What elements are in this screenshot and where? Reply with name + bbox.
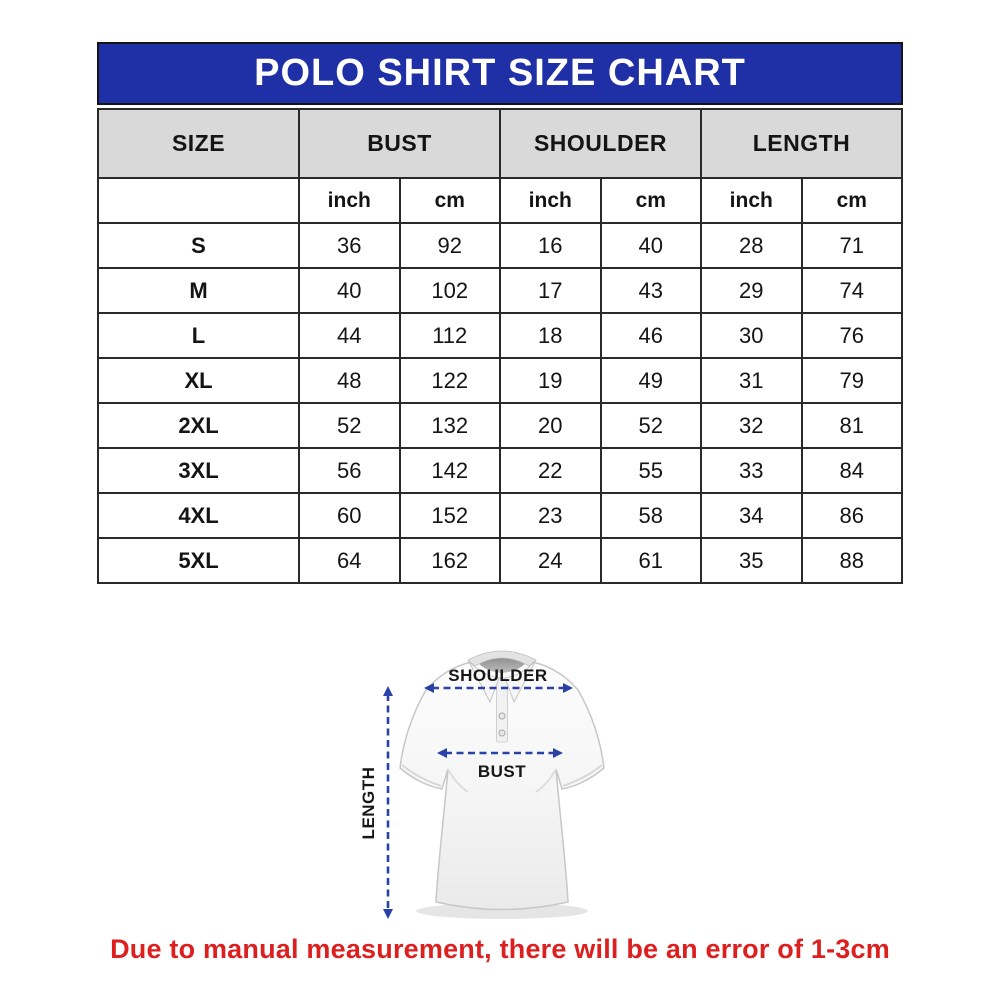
table-cell: 35 — [701, 538, 802, 583]
table-cell: 33 — [701, 448, 802, 493]
table-cell: 40 — [299, 268, 400, 313]
size-cell: 4XL — [98, 493, 299, 538]
unit-header-shoulder-cm: cm — [601, 178, 702, 223]
table-cell: 22 — [500, 448, 601, 493]
measurement-note: Due to manual measurement, there will be an error of 1-3cm — [110, 934, 890, 964]
table-cell: 61 — [601, 538, 702, 583]
table-cell: 24 — [500, 538, 601, 583]
length-arrow — [383, 686, 393, 919]
table-cell: 81 — [802, 403, 903, 448]
size-cell: 5XL — [98, 538, 299, 583]
length-label: LENGTH — [359, 766, 378, 840]
unit-header-length-inch: inch — [701, 178, 802, 223]
size-cell: L — [98, 313, 299, 358]
unit-header-length-cm: cm — [802, 178, 903, 223]
table-cell: 56 — [299, 448, 400, 493]
table-row — [98, 268, 902, 313]
column-header-length: LENGTH — [701, 109, 902, 178]
table-cell: 71 — [802, 223, 903, 268]
column-header-shoulder: SHOULDER — [500, 109, 701, 178]
table-cell: 74 — [802, 268, 903, 313]
table-cell: 46 — [601, 313, 702, 358]
size-cell: 2XL — [98, 403, 299, 448]
table-cell: 16 — [500, 223, 601, 268]
table-cell: 34 — [701, 493, 802, 538]
unit-header-bust-cm: cm — [400, 178, 501, 223]
table-cell: 76 — [802, 313, 903, 358]
table-cell: 44 — [299, 313, 400, 358]
table-cell: 142 — [400, 448, 501, 493]
unit-header-row — [98, 178, 902, 223]
unit-header-bust-inch: inch — [299, 178, 400, 223]
size-table — [97, 108, 903, 584]
table-cell: 122 — [400, 358, 501, 403]
table-cell: 162 — [400, 538, 501, 583]
table-cell: 79 — [802, 358, 903, 403]
table-cell: 36 — [299, 223, 400, 268]
table-cell: 58 — [601, 493, 702, 538]
table-cell: 112 — [400, 313, 501, 358]
shoulder-label: SHOULDER — [448, 666, 548, 685]
table-row — [98, 223, 902, 268]
table-cell: 102 — [400, 268, 501, 313]
table-cell: 40 — [601, 223, 702, 268]
size-chart — [97, 42, 903, 584]
size-cell: 3XL — [98, 448, 299, 493]
table-cell: 20 — [500, 403, 601, 448]
table-cell: 23 — [500, 493, 601, 538]
table-cell: 19 — [500, 358, 601, 403]
table-cell: 29 — [701, 268, 802, 313]
table-cell: 92 — [400, 223, 501, 268]
unit-header-shoulder-inch: inch — [500, 178, 601, 223]
table-cell: 49 — [601, 358, 702, 403]
column-header-size: SIZE — [98, 109, 299, 178]
size-cell: M — [98, 268, 299, 313]
size-cell: S — [98, 223, 299, 268]
table-cell: 30 — [701, 313, 802, 358]
table-row — [98, 358, 902, 403]
table-cell: 52 — [601, 403, 702, 448]
table-row — [98, 493, 902, 538]
table-cell: 60 — [299, 493, 400, 538]
chart-title-banner — [97, 42, 903, 105]
size-cell: XL — [98, 358, 299, 403]
button-icon — [499, 713, 505, 719]
table-row — [98, 403, 902, 448]
chart-title: POLO SHIRT SIZE CHART — [254, 52, 746, 94]
table-row — [98, 538, 902, 583]
table-cell: 64 — [299, 538, 400, 583]
table-cell: 28 — [701, 223, 802, 268]
table-row — [98, 448, 902, 493]
table-row — [98, 313, 902, 358]
table-cell: 86 — [802, 493, 903, 538]
table-cell: 31 — [701, 358, 802, 403]
bust-label: BUST — [477, 762, 527, 781]
table-cell: 152 — [400, 493, 501, 538]
table-cell: 32 — [701, 403, 802, 448]
table-cell: 132 — [400, 403, 501, 448]
table-header-row — [98, 109, 902, 178]
table-cell: 55 — [601, 448, 702, 493]
button-icon — [499, 730, 505, 736]
column-header-bust: BUST — [299, 109, 500, 178]
table-cell: 17 — [500, 268, 601, 313]
table-cell: 18 — [500, 313, 601, 358]
unit-header-empty — [98, 178, 299, 223]
table-cell: 52 — [299, 403, 400, 448]
measurement-diagram — [352, 636, 652, 936]
table-cell: 43 — [601, 268, 702, 313]
table-cell: 88 — [802, 538, 903, 583]
table-cell: 48 — [299, 358, 400, 403]
table-cell: 84 — [802, 448, 903, 493]
